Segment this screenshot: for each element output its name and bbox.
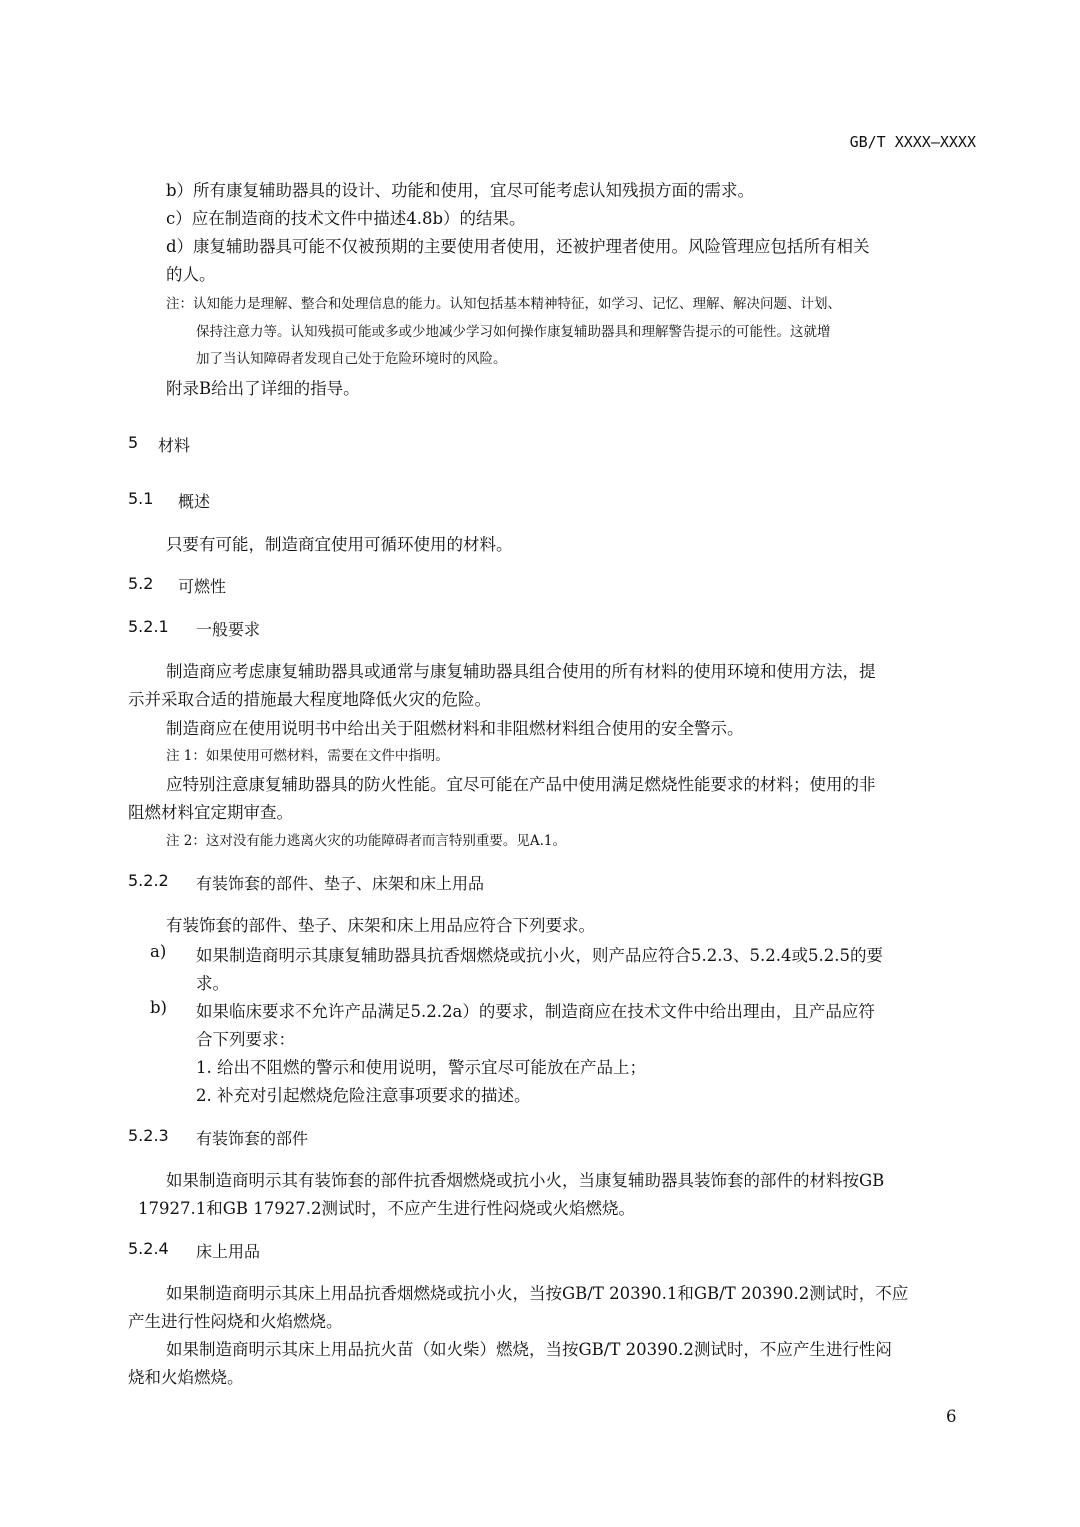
section-5-2-2-intro: 有装饰套的部件、垫子、床架和床上用品应符合下列要求。 xyxy=(166,916,595,935)
section-5-2-2-number: 5.2.2 xyxy=(128,871,169,890)
item-a-line2: 求。 xyxy=(196,974,229,993)
section-5-1-title: 概述 xyxy=(178,492,211,511)
section-5-2-3-line2: 17927.1和GB 17927.2测试时，不应产生进行性闷烧或火焰燃烧。 xyxy=(138,1199,636,1218)
section-5-2-1-p3-line1: 应特别注意康复辅助器具的防火性能。宜尽可能在产品中使用满足燃烧性能要求的材料；使用的非 xyxy=(166,775,876,794)
item-c: c）应在制造商的技术文件中描述4.8b）的结果。 xyxy=(166,209,526,228)
item-b-sub1: 1. 给出不阻燃的警示和使用说明，警示宜尽可能放在产品上； xyxy=(196,1058,646,1077)
item-d-line1: d）康复辅助器具可能不仅被预期的主要使用者使用，还被护理者使用。风险管理应包括所有相关 xyxy=(166,237,870,256)
section-5-number: 5 xyxy=(128,433,139,452)
note-line3: 加了当认知障碍者发现自己处于危险环境时的风险。 xyxy=(196,351,507,367)
item-a-label: a) xyxy=(150,942,167,961)
section-5-2-1-number: 5.2.1 xyxy=(128,617,169,636)
section-5-2-3-title: 有装饰套的部件 xyxy=(196,1129,309,1148)
annex-reference: 附录B给出了详细的指导。 xyxy=(166,379,360,398)
section-5-2-4-p2-line2: 烧和火焰燃烧。 xyxy=(128,1368,244,1387)
section-5-2-1-title: 一般要求 xyxy=(196,620,261,639)
section-5-title: 材料 xyxy=(158,436,191,455)
note-line1: 注：认知能力是理解、整合和处理信息的能力。认知包括基本精神特征，如学习、记忆、理解、解决问题、计划、 xyxy=(166,296,841,312)
page-number: 6 xyxy=(946,1407,957,1426)
section-5-2-4-title: 床上用品 xyxy=(196,1242,261,1261)
section-5-2-1-p2: 制造商应在使用说明书中给出关于阻燃材料和非阻燃材料组合使用的安全警示。 xyxy=(166,719,744,738)
document-number: GB/T XXXX—XXXX xyxy=(849,133,976,151)
item-a-line1: 如果制造商明示其康复辅助器具抗香烟燃烧或抗小火，则产品应符合5.2.3、5.2.4或5.2.5的要 xyxy=(196,946,883,965)
section-5-2-3-line1: 如果制造商明示其有装饰套的部件抗香烟燃烧或抗小火，当康复辅助器具装饰套的部件的材料按GB xyxy=(166,1171,885,1190)
section-5-2-1-note2: 注 2：这对没有能力逃离火灾的功能障碍者而言特别重要。见A.1。 xyxy=(166,833,567,849)
item-b-line2: 合下列要求： xyxy=(196,1030,295,1049)
section-5-2-4-p2-line1: 如果制造商明示其床上用品抗火苗（如火柴）燃烧，当按GB/T 20390.2测试时，不应产生进行性闷 xyxy=(166,1340,892,1359)
section-5-2-title: 可燃性 xyxy=(178,577,227,596)
note-line2: 保持注意力等。认知残损可能或多或少地减少学习如何操作康复辅助器具和理解警告提示的可能性。这就增 xyxy=(196,324,831,340)
section-5-2-2-title: 有装饰套的部件、垫子、床架和床上用品 xyxy=(196,874,485,893)
item-b-line1: 如果临床要求不允许产品满足5.2.2a）的要求，制造商应在技术文件中给出理由，且产品应符 xyxy=(196,1002,875,1021)
section-5-2-1-p3-line2: 阻燃材料宜定期审查。 xyxy=(128,803,293,822)
section-5-1-number: 5.1 xyxy=(128,489,154,508)
section-5-2-3-number: 5.2.3 xyxy=(128,1126,169,1145)
section-5-2-4-p1-line2: 产生进行性闷烧和火焰燃烧。 xyxy=(128,1312,343,1331)
item-b: b）所有康复辅助器具的设计、功能和使用，宜尽可能考虑认知残损方面的需求。 xyxy=(166,181,755,200)
section-5-2-number: 5.2 xyxy=(128,574,154,593)
item-d-line2: 的人。 xyxy=(166,265,216,284)
item-b-sub2: 2. 补充对引起燃烧危险注意事项要求的描述。 xyxy=(196,1086,531,1105)
section-5-2-1-p1-line2: 示并采取合适的措施最大程度地降低火灾的危险。 xyxy=(128,690,491,709)
section-5-2-4-number: 5.2.4 xyxy=(128,1239,169,1258)
section-5-2-4-p1-line1: 如果制造商明示其床上用品抗香烟燃烧或抗小火，当按GB/T 20390.1和GB/T 20390.2测试时，不应 xyxy=(166,1284,909,1303)
item-b-label: b) xyxy=(150,998,167,1017)
section-5-1-text: 只要有可能，制造商宜使用可循环使用的材料。 xyxy=(166,535,513,554)
section-5-2-1-note1: 注 1：如果使用可燃材料，需要在文件中指明。 xyxy=(166,748,449,764)
section-5-2-1-p1-line1: 制造商应考虑康复辅助器具或通常与康复辅助器具组合使用的所有材料的使用环境和使用方法，提 xyxy=(166,662,876,681)
